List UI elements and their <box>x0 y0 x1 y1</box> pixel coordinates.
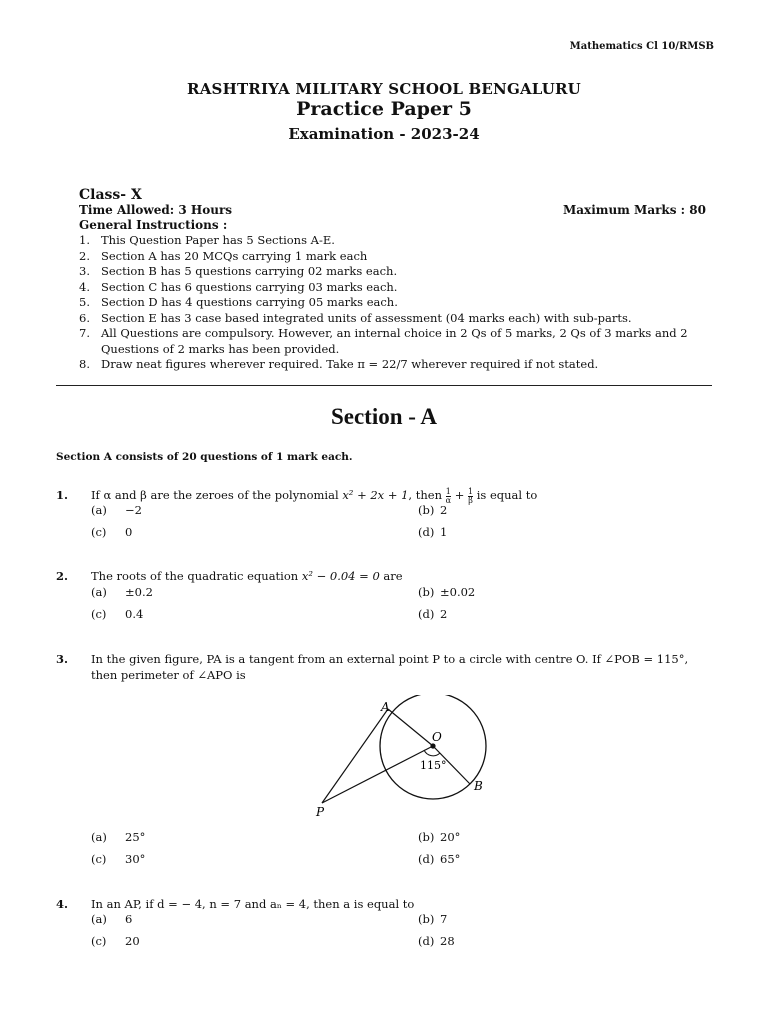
option-value: 2 <box>440 503 448 517</box>
instruction-item <box>79 295 717 311</box>
instruction-text: All Questions are compulsory. However, an internal choice in 2 Qs of 5 marks, 2 Qs of 3 marks and 2 Questions of 2 marks has been provided. <box>101 326 688 356</box>
instruction-number: 1. <box>79 233 90 247</box>
instruction-item <box>79 311 717 327</box>
option-d[interactable] <box>418 525 447 539</box>
instruction-number: 4. <box>79 279 90 294</box>
option-a[interactable] <box>91 912 132 926</box>
option-label: (c) <box>91 852 107 866</box>
label-a: A <box>381 700 390 714</box>
label-b: B <box>474 779 483 793</box>
option-d[interactable] <box>418 934 455 948</box>
option-b[interactable] <box>418 503 447 517</box>
instruction-text: Section E has 3 case based integrated units of assessment (04 marks each) with sub-parts. <box>101 310 632 325</box>
option-label: (a) <box>91 912 107 926</box>
option-c[interactable] <box>91 934 140 948</box>
instruction-number: 5. <box>79 295 90 309</box>
option-label: (c) <box>91 525 107 539</box>
section-title: Section - A <box>330 404 438 429</box>
question-text: In the given figure, PA is a tangent from an external point P to a circle with centre O. If ∠POB = 115°, then perimeter of ∠APO is <box>91 652 689 682</box>
instruction-number: 7. <box>79 326 90 340</box>
instruction-item <box>79 249 717 265</box>
option-label: (b) <box>418 585 435 599</box>
option-label: (a) <box>91 585 107 599</box>
option-label: (d) <box>418 852 435 866</box>
instructions-heading: General Instructions : <box>79 218 228 232</box>
option-label: (a) <box>91 503 107 517</box>
time-allowed: Time Allowed: 3 Hours <box>79 203 233 217</box>
instruction-item <box>79 280 717 296</box>
option-value: 6 <box>125 912 133 926</box>
question-text-mid: , then <box>408 488 446 502</box>
option-label: (c) <box>91 607 107 621</box>
instruction-text: Section D has 4 questions carrying 05 marks each. <box>101 295 398 309</box>
fraction-one-over-alpha <box>446 488 451 505</box>
option-d[interactable] <box>418 607 447 621</box>
option-label: (b) <box>418 503 435 517</box>
question-text-post: is equal to <box>473 488 538 502</box>
option-label: (d) <box>418 607 435 621</box>
polynomial-expression: x² + 2x + 1 <box>342 488 409 502</box>
option-a[interactable] <box>91 585 153 599</box>
instruction-text: Section A has 20 MCQs carrying 1 mark each <box>101 248 368 263</box>
question-3 <box>56 651 716 683</box>
instructions-list <box>79 233 717 373</box>
instruction-number: 6. <box>79 310 90 325</box>
question-number: 4. <box>56 897 69 911</box>
question-1 <box>56 487 716 505</box>
fraction-denominator: α <box>445 495 452 505</box>
instruction-number: 3. <box>79 264 90 278</box>
plus-sign: + <box>454 488 465 502</box>
label-o: O <box>432 730 442 744</box>
question-text: In an AP, if d = − 4, n = 7 and aₙ = 4, then a is equal to <box>91 897 415 911</box>
option-value: 28 <box>440 934 455 948</box>
fraction-numerator: 1 <box>445 486 451 496</box>
paper-title: Practice Paper 5 <box>296 98 472 120</box>
option-c[interactable] <box>91 525 132 539</box>
question-text-post: are <box>379 569 403 583</box>
option-value: 2 <box>440 607 448 621</box>
header-tag: Mathematics Cl 10/RMSB <box>569 41 714 52</box>
instruction-number: 2. <box>79 248 90 263</box>
option-value: −2 <box>125 503 142 517</box>
option-b[interactable] <box>418 912 447 926</box>
question-text <box>91 487 716 505</box>
instruction-item <box>79 357 717 373</box>
question-text-pre: If α and β are the zeroes of the polynomial <box>91 488 343 502</box>
option-value: 20° <box>440 830 461 844</box>
option-value: 30° <box>125 852 146 866</box>
option-value: 0 <box>125 525 133 539</box>
option-value: 65° <box>440 852 461 866</box>
option-value: ±0.2 <box>125 585 153 599</box>
fraction-denominator: β <box>468 495 473 505</box>
question-text-pre: The roots of the quadratic equation <box>91 569 302 583</box>
tangent-line-pa <box>322 709 388 803</box>
max-marks: Maximum Marks : 80 <box>562 203 706 217</box>
instruction-text: Section C has 6 questions carrying 03 marks each. <box>101 279 398 294</box>
option-label: (d) <box>418 934 435 948</box>
option-label: (a) <box>91 830 107 844</box>
section-divider <box>56 385 712 386</box>
option-value: 0.4 <box>125 607 144 621</box>
tangent-circle-figure <box>300 695 520 825</box>
question-number: 2. <box>56 569 69 583</box>
question-text <box>91 568 716 584</box>
question-2 <box>56 568 716 584</box>
option-b[interactable] <box>418 830 460 844</box>
question-number: 3. <box>56 652 69 666</box>
option-value: 20 <box>125 934 140 948</box>
question-number: 1. <box>56 488 69 502</box>
exam-title: Examination - 2023-24 <box>288 125 480 143</box>
label-p: P <box>316 805 325 819</box>
option-label: (c) <box>91 934 107 948</box>
question-4 <box>56 896 716 912</box>
option-label: (b) <box>418 912 435 926</box>
instruction-text: Draw neat figures wherever required. Take π = 22/7 wherever required if not stated. <box>101 357 599 371</box>
option-value: 7 <box>440 912 448 926</box>
line-po <box>322 746 433 803</box>
school-name: RASHTRIYA MILITARY SCHOOL BENGALURU <box>187 80 581 98</box>
option-label: (d) <box>418 525 435 539</box>
option-value: 25° <box>125 830 146 844</box>
instruction-item <box>79 326 717 357</box>
instruction-item <box>79 264 717 280</box>
instruction-text: This Question Paper has 5 Sections A-E. <box>101 233 335 247</box>
option-label: (b) <box>418 830 435 844</box>
centre-point <box>430 743 435 748</box>
option-b[interactable] <box>418 585 475 599</box>
option-c[interactable] <box>91 852 145 866</box>
radius-oa <box>388 709 433 746</box>
option-a[interactable] <box>91 503 142 517</box>
fraction-numerator: 1 <box>468 486 474 496</box>
class-label: Class- X <box>79 187 142 203</box>
instruction-item <box>79 233 717 249</box>
option-d[interactable] <box>418 852 460 866</box>
option-value: 1 <box>440 525 448 539</box>
option-a[interactable] <box>91 830 145 844</box>
label-angle: 115° <box>420 759 447 772</box>
option-c[interactable] <box>91 607 143 621</box>
equation-expression: x² − 0.04 = 0 <box>301 569 380 583</box>
instruction-text: Section B has 5 questions carrying 02 marks each. <box>101 264 398 278</box>
option-value: ±0.02 <box>440 585 476 599</box>
instruction-number: 8. <box>79 357 90 371</box>
section-note: Section A consists of 20 questions of 1 mark each. <box>56 451 353 463</box>
